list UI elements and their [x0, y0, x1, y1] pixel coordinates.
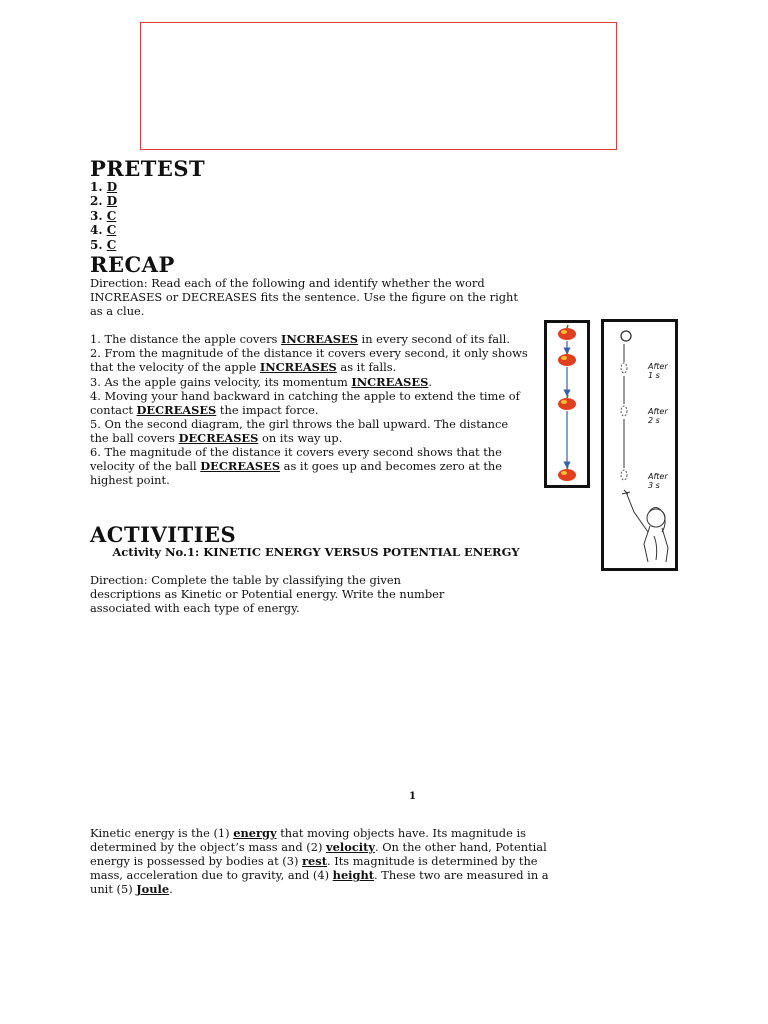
pretest-answer: D [106, 194, 118, 209]
apple-icon [558, 395, 576, 410]
page-marker: 1 [409, 791, 416, 802]
ball-throw-diagram [604, 322, 675, 568]
recap-item: 1. The distance the apple covers INCREASES in every second of its fall. [90, 332, 510, 347]
pretest-item: 2. D [90, 194, 118, 209]
pretest-answer: D [106, 180, 118, 194]
pretest-heading: PRETEST [90, 156, 206, 181]
after-1s-label: After 1 s [648, 362, 668, 380]
ball-icon [621, 331, 631, 341]
recap-item: 5. On the second diagram, the girl throws the ball upward. The distance the ball covers DECREASES on its way up. [90, 416, 509, 445]
pretest-item: 1. D [90, 180, 118, 194]
recap-answer: DECREASES [178, 430, 259, 445]
after-2s-label: After 2 s [648, 407, 668, 425]
blank-answer: rest [302, 854, 327, 869]
energy-paragraph: Kinetic energy is the (1) energy that moving objects have. Its magnitude is determined by the object’s mass and (2) velocity. On the other hand, Potential energy is possessed by bodies at (3) rest. Its magnitude is determined by the mass, acceleration due to gravity, and (4) height. These two are measured in a unit (5) Joule. [90, 826, 549, 897]
apple-icon [558, 351, 576, 366]
recap-item: 2. From the magnitude of the distance it covers every second, it only shows that the velocity of the apple INCREASES as it falls. [90, 346, 528, 375]
apple-fall-figure [544, 320, 590, 488]
recap-answer: INCREASES [281, 332, 358, 347]
activities-heading: ACTIVITIES [90, 522, 237, 547]
after-3s-label: After 3 s [648, 472, 668, 490]
apple-icon [558, 325, 576, 340]
blank-answer: Joule [136, 882, 170, 897]
ball-throw-figure [601, 319, 678, 571]
blank-answer: velocity [326, 840, 375, 855]
apple-icon [558, 466, 576, 481]
recap-direction: Direction: Read each of the following and identify whether the word INCREASES or DECREASES fits the sentence. Use the figure on the right as a clue. [90, 276, 518, 319]
blank-answer: height [332, 868, 375, 883]
activity-direction: Direction: Complete the table by classifying the given descriptions as Kinetic or Potential energy. Write the number associated with each type of energy. [90, 573, 445, 616]
pretest-list [90, 180, 117, 252]
pretest-answer: C [106, 237, 117, 252]
recap-answer: INCREASES [351, 374, 429, 389]
recap-item: 4. Moving your hand backward in catching the apple to extend the time of contact DECREASES the impact force. [90, 388, 520, 417]
recap-item: 6. The magnitude of the distance it covers every second shows that the velocity of the ball DECREASES as it goes up and becomes zero at the highest point. [90, 445, 502, 488]
girl-illustration [622, 490, 668, 562]
activity-title: Activity No.1: KINETIC ENERGY VERSUS POTENTIAL ENERGY [112, 545, 520, 559]
pretest-item: 3. C [90, 208, 117, 223]
recap-body [90, 276, 530, 487]
pretest-item: 4. C [90, 223, 117, 238]
pretest-item: 5. C [90, 237, 117, 252]
recap-answer: INCREASES [259, 360, 337, 375]
recap-item: 3. As the apple gains velocity, its momentum INCREASES. [90, 374, 432, 389]
header-box [140, 22, 617, 150]
recap-heading: RECAP [90, 252, 175, 277]
apple-fall-diagram [547, 323, 587, 485]
pretest-answer: C [106, 223, 117, 238]
recap-answer: DECREASES [136, 402, 217, 417]
pretest-answer: C [106, 208, 117, 223]
blank-answer: energy [233, 826, 277, 840]
recap-answer: DECREASES [200, 459, 281, 474]
